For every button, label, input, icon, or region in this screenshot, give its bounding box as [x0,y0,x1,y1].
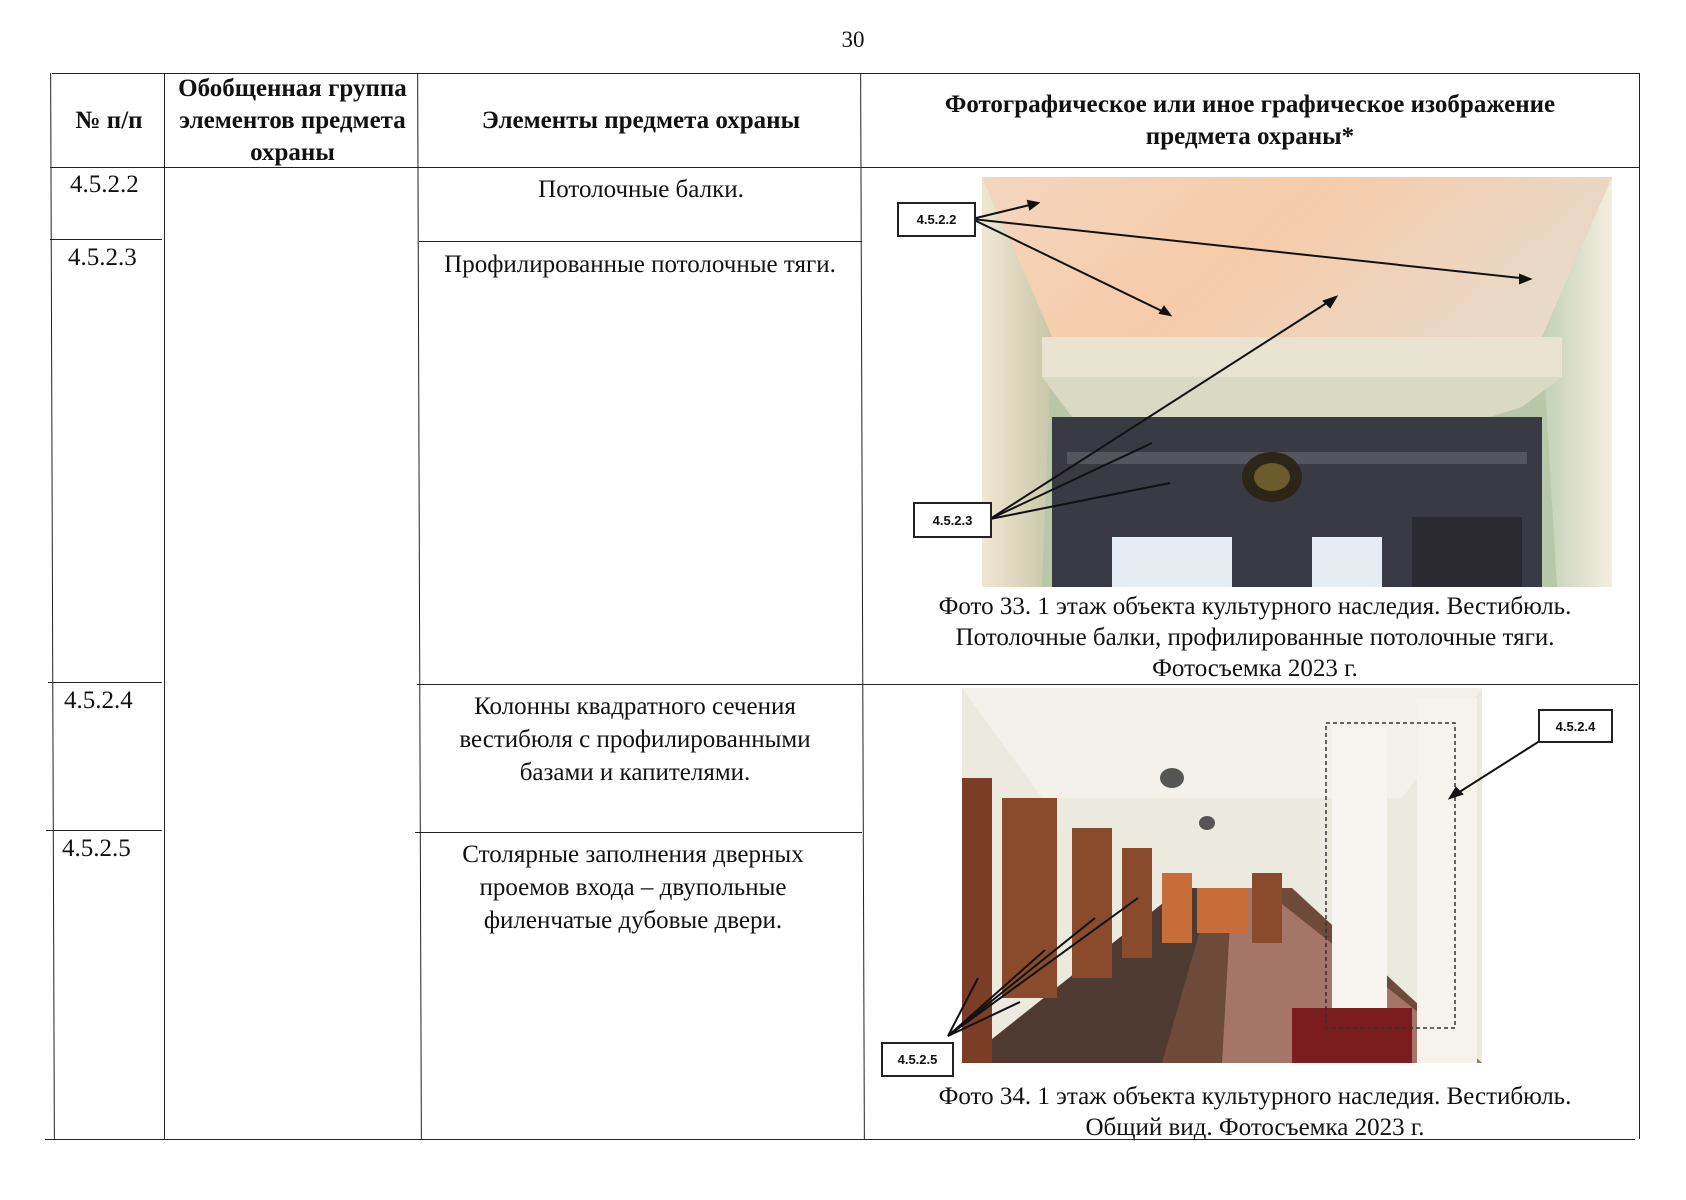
row-number-1: 4.5.2.2 [70,171,139,198]
photo-34-annotations [870,688,1640,1078]
row-number-3: 4.5.2.4 [64,687,133,714]
row-number-2: 4.5.2.3 [68,244,137,271]
row-element-1: Потолочные балки. [538,176,744,203]
header-photo: Фотографическое или иное графическое изображение предмета охраны* [944,90,1556,150]
tag-4-5-2-3: 4.5.2.3 [913,502,992,538]
caption-34-line-1: Фото 34. 1 этаж объекта культурного наследия. Вестибюль. [938,1083,1572,1110]
caption-33-line-2: Потолочные балки, профилированные потолочные тяги. [955,624,1555,651]
row-element-4: Столярные заполнения дверных проемов входа – двупольные филенчатые дубовые двери. [462,841,804,934]
row-element-2: Профилированные потолочные тяги. [444,251,836,278]
caption-33-line-3: Фотосъемка 2023 г. [1152,655,1358,682]
photo-33-annotations [890,177,1650,547]
header-elements: Элементы предмета охраны [481,106,801,134]
caption-34-line-2: Общий вид. Фотосъемка 2023 г. [1085,1114,1425,1141]
tag-4-5-2-4: 4.5.2.4 [1538,709,1613,743]
page-number: 30 [841,27,865,52]
header-group: Обобщенная группа элементов предмета охраны [178,74,407,166]
tag-4-5-2-2: 4.5.2.2 [897,202,976,237]
row-number-4: 4.5.2.5 [62,835,131,862]
tag-4-5-2-5: 4.5.2.5 [881,1042,954,1077]
caption-33-line-1: Фото 33. 1 этаж объекта культурного наследия. Вестибюль. [938,593,1572,620]
photo-34-caption [870,1081,1640,1143]
row-element-3: Колонны квадратного сечения вестибюля с профилированными базами и капителями. [459,693,811,786]
photo-33-caption [870,591,1640,684]
header-number: № п/п [75,106,143,134]
